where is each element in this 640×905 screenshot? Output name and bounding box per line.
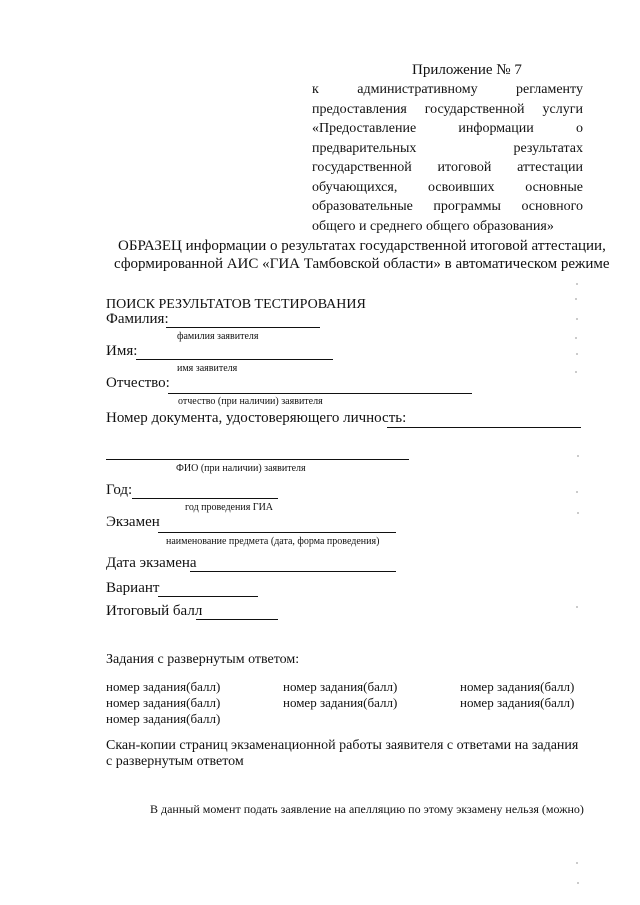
total-score-label: Итоговый балл: [106, 603, 203, 619]
year-field[interactable]: [132, 498, 278, 499]
exam-date-field[interactable]: [190, 571, 396, 572]
scan-speck: [575, 337, 577, 339]
appendix-line: [312, 160, 583, 180]
appendix-line: [312, 199, 583, 219]
appendix-word: итоговой: [437, 160, 492, 175]
scan-speck: [577, 455, 579, 457]
surname-label: Фамилия:: [106, 311, 169, 327]
appendix-line: [312, 219, 583, 239]
heading-line-1: ОБРАЗЕЦ информации о результатах государственной итоговой аттестации,: [118, 238, 606, 254]
appendix-word: «Предоставление: [312, 121, 417, 136]
task-item: номер задания(балл): [283, 695, 398, 710]
appendix-word: образовательные: [312, 199, 413, 214]
scan-speck: [576, 862, 578, 864]
scan-speck: [576, 606, 578, 608]
appendix-word: регламенту: [516, 82, 583, 97]
surname-caption: фамилия заявителя: [177, 331, 259, 342]
appendix-word: программы: [433, 199, 501, 214]
patronymic-field[interactable]: [168, 393, 472, 394]
appendix-line: [312, 102, 583, 122]
task-item: номер задания(балл): [106, 679, 221, 694]
appendix-text: [312, 82, 583, 238]
task-item: номер задания(балл): [283, 679, 398, 694]
appendix-word: освоивших: [428, 179, 495, 195]
name-field[interactable]: [136, 359, 333, 360]
heading-line-2: сформированной АИС «ГИА Тамбовской области» в автоматическом режиме: [114, 256, 610, 272]
exam-caption: наименование предмета (дата, форма проведения): [166, 536, 380, 547]
document-label: Номер документа, удостоверяющего личность:: [106, 410, 407, 426]
appendix-line: [312, 82, 583, 102]
appendix-word: предоставления: [312, 101, 407, 117]
scan-speck: [576, 491, 578, 493]
appendix-word: административному: [357, 82, 478, 97]
scan-speck: [576, 283, 578, 285]
patronymic-caption: отчество (при наличии) заявителя: [178, 396, 323, 407]
appendix-word: основные: [525, 179, 583, 195]
scan-speck: [577, 512, 579, 514]
document-field[interactable]: [387, 427, 581, 428]
appeal-note: В данный момент подать заявление на апелляцию по этому экзамену нельзя (можно): [150, 802, 584, 816]
total-score-field[interactable]: [196, 619, 278, 620]
scans-text-line-1: Скан-копии страниц экзаменационной работы заявителя с ответами на задания: [106, 738, 579, 753]
appendix-word: государственной: [312, 160, 412, 175]
scan-speck: [576, 318, 578, 320]
appendix-line: [312, 121, 583, 141]
task-item: номер задания(балл): [106, 695, 221, 710]
exam-field[interactable]: [158, 532, 396, 533]
exam-date-label: Дата экзамена: [106, 555, 197, 571]
appendix-word: общего и среднего общего образования»: [312, 218, 554, 234]
exam-label: Экзамен: [106, 514, 160, 530]
appendix-word: результатах: [513, 140, 583, 156]
task-item: номер задания(балл): [460, 679, 575, 694]
appendix-word: услуги: [542, 101, 583, 117]
appendix-word: о: [576, 121, 583, 136]
scan-speck: [575, 371, 577, 373]
appendix-word: информации: [458, 121, 534, 136]
scans-text-line-2: с развернутым ответом: [106, 754, 244, 769]
appendix-word: обучающихся,: [312, 179, 398, 195]
appendix-line: [312, 180, 583, 200]
name-caption: имя заявителя: [177, 363, 238, 374]
year-label: Год:: [106, 482, 133, 498]
tasks-title: Задания с развернутым ответом:: [106, 652, 300, 667]
search-title: ПОИСК РЕЗУЛЬТАТОВ ТЕСТИРОВАНИЯ: [106, 297, 366, 312]
appendix-word: государственной: [424, 101, 525, 117]
fio-caption: ФИО (при наличии) заявителя: [176, 463, 306, 474]
appendix-word: аттестации: [517, 160, 583, 175]
appendix-word: к: [312, 82, 319, 97]
appendix-word: основного: [521, 199, 583, 214]
scan-speck: [575, 298, 577, 300]
scan-speck: [576, 353, 578, 355]
appendix-line: [312, 141, 583, 161]
patronymic-label: Отчество:: [106, 375, 170, 391]
variant-field[interactable]: [158, 596, 258, 597]
scan-speck: [577, 882, 579, 884]
task-item: номер задания(балл): [460, 695, 575, 710]
year-caption: год проведения ГИА: [185, 502, 274, 513]
appendix-title: Приложение № 7: [412, 62, 522, 78]
name-label: Имя:: [106, 343, 138, 359]
variant-label: Вариант: [106, 580, 160, 596]
surname-field[interactable]: [166, 327, 320, 328]
task-item: номер задания(балл): [106, 711, 221, 726]
fio-field[interactable]: [106, 459, 409, 460]
appendix-word: предварительных: [312, 140, 417, 156]
